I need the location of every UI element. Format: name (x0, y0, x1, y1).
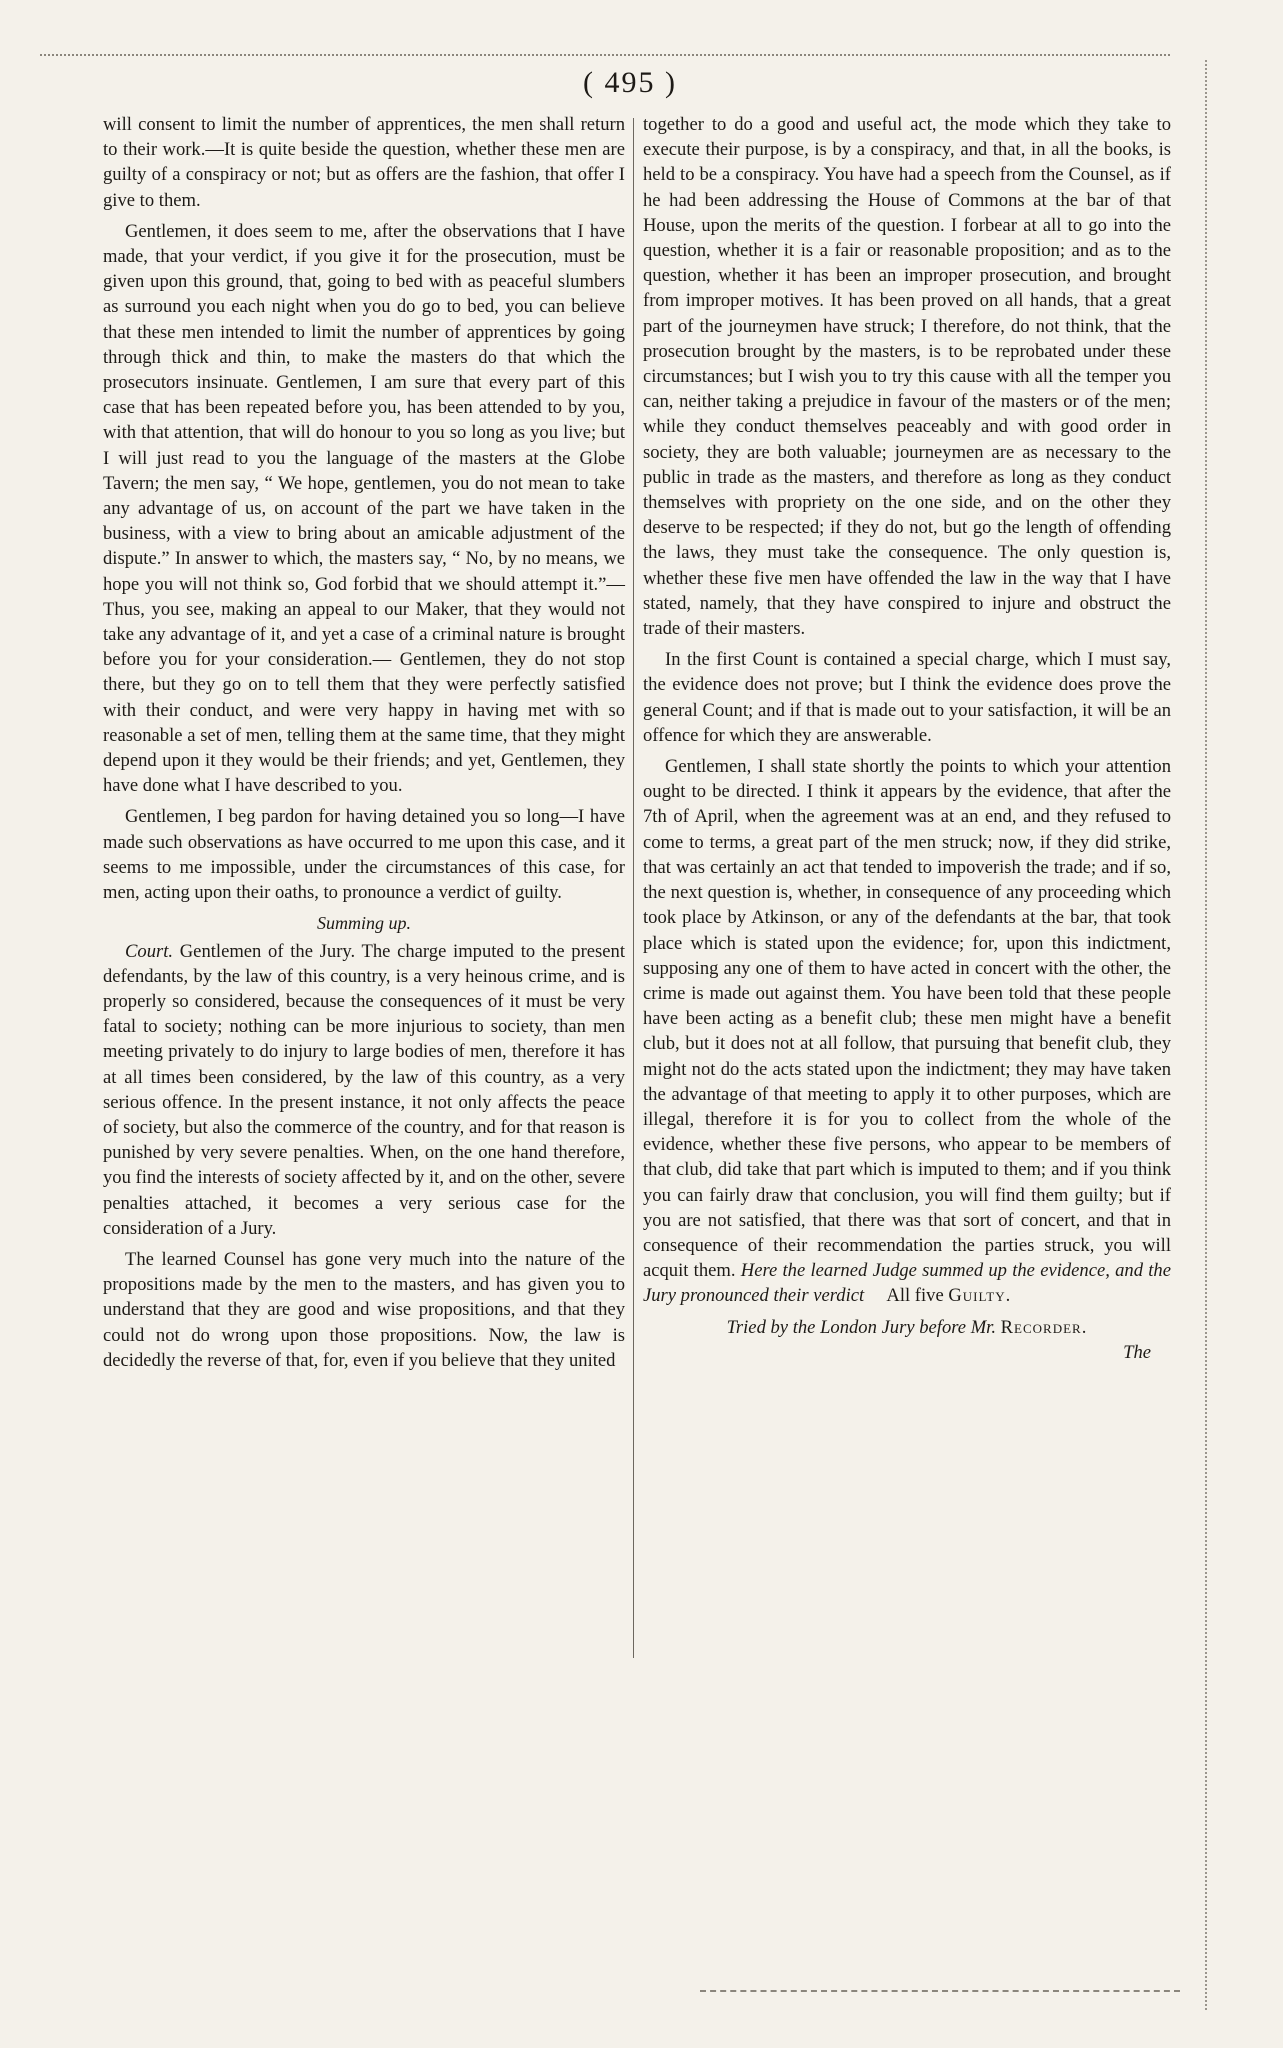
paragraph: In the first Count is contained a special charge, which I must say, the evidence does not prove; but I think the evidence does prove the general Count; and if that is made out to your satisfaction, it will be an offence for which they are answerable. (643, 649, 1171, 746)
paragraph (643, 754, 1171, 1308)
speaker-label: Court. (125, 940, 174, 962)
recorder-title: Recorder. (1000, 1316, 1088, 1338)
margin-edge (1205, 60, 1207, 2010)
left-column (103, 112, 625, 1379)
paragraph: will consent to limit the number of apprentices, the men shall return to their work.—It is quite beside the question, whether these men are guilty of a conspiracy or not; but as offers are the fashion, that offer I give to them. (103, 114, 625, 211)
paragraph: Gentlemen, I beg pardon for having detained you so long—I have made such observations as have occurred to me upon this case, and it seems to me impossible, under the circumstances of this case, for men, acting upon their oaths, to pronounce a verdict of guilty. (103, 806, 625, 904)
right-column (643, 112, 1171, 1365)
paragraph-text: Gentlemen of the Jury. The charge imputed to the present defendants, by the law of this country, is a very heinous crime, and is properly so considered, because the consequences of it must be very fatal to society; nothing can be more injurious to society, than men meeting privately to do injury to large bodies of men, therefore it has at all times been considered, by the law of this country, as a very serious offence. In the present instance, it not only affects the peace of society, but also the commerce of the country, and for that reason is punished by very severe penalties. When, on the one hand therefore, you find the interests of society affected by it, and on the other, severe penalties attached, it becomes a very serious case for the consideration of a Jury. (103, 940, 625, 1239)
paragraph-text: Gentlemen, I shall state shortly the points to which your attention ought to be directed. I think it appears by the evidence, that after the 7th of April, when the agreement was at an end, and they refused to come to terms, a great part of the men struck; now, if they did strike, that was certainly an act that tended to impoverish the trade; and if so, the next question is, whether, in consequence of any proceeding which took place by Atkinson, or any of the defendants at the bar, that took place which is stated upon the evidence; for, upon this indictment, supposing any one of them to have acted in concert with the other, the crime is made out against them. You have been told that these people have been acting as a benefit club; these men might have a benefit club, but it does not at all follow, that pursuing that benefit club, they might not do the acts stated upon the indictment; they may have taken the advantage of that meeting to apply it to other purposes, which are illegal, therefore it is for you to collect from the whole of the evidence, whether these five persons, who appear to be members of that club, did take that part which is imputed to them; and if you think you can fairly draw that conclusion, you will find them guilty; but if you are not satisfied, that there was that sort of concert, and that in consequence of their recommendation the parties struck, you will acquit them. (643, 756, 1171, 1282)
trial-note (643, 1315, 1171, 1340)
paragraph: Gentlemen, it does seem to me, after the observations that I have made, that your verdict, if you give it for the prosecution, must be given upon this ground, that, going to bed with as peaceful slumbers as surround you each night when you do go to bed, you can believe that these men intended to limit the number of apprentices by going through thick and thin, to make the masters do that which the prosecutors insinuate. Gentlemen, I am sure that every part of this case that has been repeated before you, has been attended to by you, with that attention, that will do honour to you so long as you live; but I will just read to you the language of the masters at the Globe Tavern; the men say, “ We hope, gentlemen, you do not mean to take any advantage of us, on account of the part we have taken in the business, with a view to bring about an amicable adjustment of the dispute.” In answer to which, the masters say, “ No, by no means, we hope you will not think so, God forbid that we should attempt it.”— Thus, you see, making an appeal to our Maker, that they would not take any advantage of it, and yet a case of a criminal nature is brought before you for your consideration.— Gentlemen, they do not stop there, but they go on to tell them that they were perfectly satisfied with their conduct, and were very happy in having met with so reasonable a set of men, telling them at the same time, that they might depend upon it they would be their friends; and yet, Gentlemen, they have done what I have described to you. (103, 220, 625, 797)
top-border (40, 54, 1170, 56)
trial-note-text: Tried by the London Jury before Mr. (726, 1316, 1001, 1338)
section-heading: Summing up. (317, 913, 411, 934)
paragraph (103, 939, 625, 1241)
verdict-prefix: All five (886, 1285, 949, 1307)
bottom-border (700, 1990, 1180, 1992)
column-divider (633, 118, 634, 1658)
summing-note: Here the learned Judge summed up the evidence, and the Jury pronounced their verdict (643, 1260, 1171, 1307)
page-number: ( 495 ) (583, 66, 677, 99)
paragraph: together to do a good and useful act, the mode which they take to execute their purpose, is by a conspiracy, and that, in all the books, is held to be a conspiracy. You have had a speech from the Counsel, as if he had been addressing the House of Commons at the bar of that House, upon the merits of the question. I forbear at all to go into the question, whether it is a fair or reasonable proposition; and as to the question, whether it has been an improper prosecution, and brought from improper motives. It has been proved on all hands, that a great part of the journeymen have struck; I therefore, do not think, that the prosecution brought by the masters, is to be reprobated under these circumstances; but I wish you to try this cause with all the temper you can, neither taking a prejudice in favour of the masters or of the men; while they conduct themselves peaceably and with good order in society, they are both valuable; journeymen are as necessary to the public in trade as the masters, and therefore as long as they conduct themselves with propriety on the one side, and on the other they deserve to be respected; if they do not, but go the length of offending the laws, they must take the consequence. The only question is, whether these five men have offended the law in the way that I have stated, namely, that they have conspired to injure and obstruct the trade of their masters. (643, 114, 1171, 640)
catchword: The (1123, 1341, 1151, 1363)
verdict: Guilty. (948, 1285, 1012, 1307)
paragraph: The learned Counsel has gone very much into the nature of the propositions made by the men to the masters, and has given you to understand that they are good and wise propositions, and that they could not do wrong upon those propositions. Now, the law is decidedly the reverse of that, for, even if you believe that they united (103, 1248, 625, 1371)
